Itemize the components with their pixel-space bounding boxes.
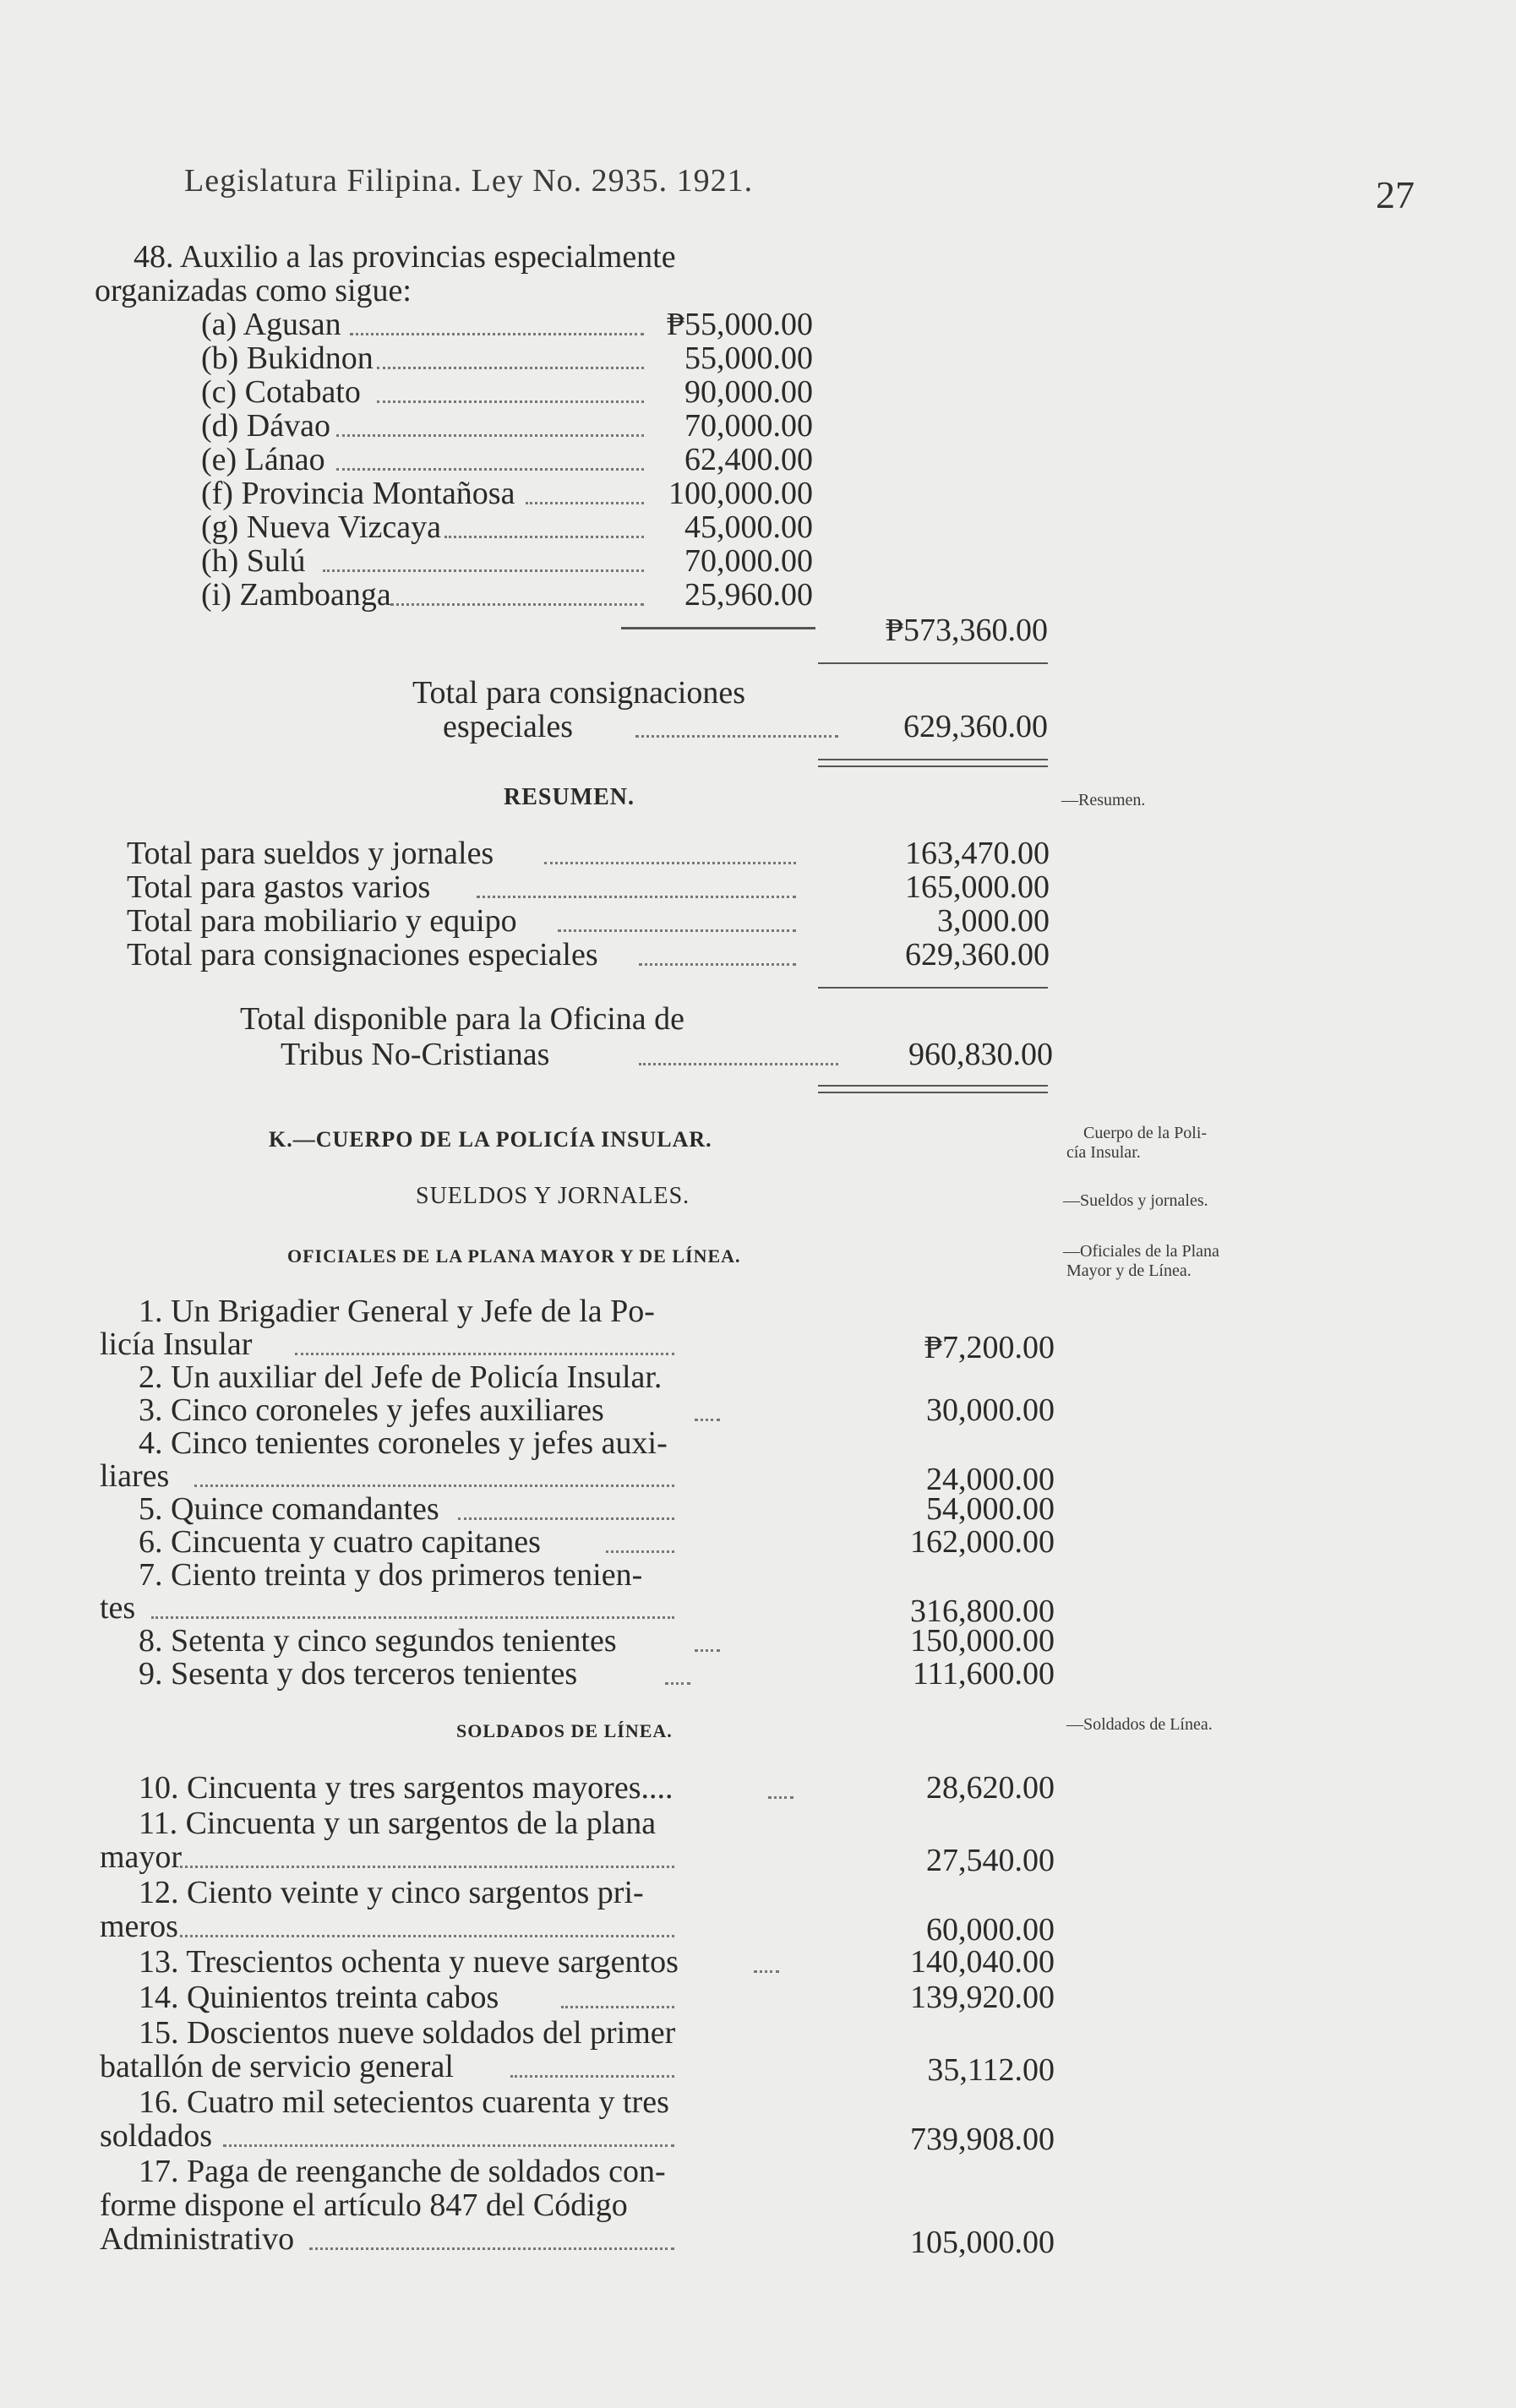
leader-dots [390, 603, 644, 606]
section-k-heading: K.—CUERPO DE LA POLICÍA INSULAR. [269, 1127, 712, 1152]
soldier-item-text: batallón de servicio general [100, 2049, 454, 2084]
leader-dots [606, 1550, 675, 1553]
soldier-item-text: 15. Doscientos nueve soldados del primer [139, 2015, 676, 2051]
resumen-label: Total para mobiliario y equipo [127, 903, 517, 939]
resumen-amount: 629,360.00 [905, 937, 1050, 972]
soldier-item-line [139, 2016, 832, 2050]
leader-dots [180, 1866, 674, 1868]
officer-item-line [139, 1492, 832, 1526]
resumen-amount: 3,000.00 [937, 903, 1050, 939]
officer-item-line [139, 1360, 832, 1394]
officer-item-text: liares [100, 1458, 170, 1494]
soldier-item-text: 17. Paga de reenganche de soldados con- [139, 2154, 666, 2189]
officer-item-amount-value: 30,000.00 [926, 1392, 1055, 1428]
officer-item-text: 2. Un auxiliar del Jefe de Policía Insular. [139, 1359, 663, 1395]
officer-item-amount-value: 24,000.00 [926, 1462, 1055, 1497]
double-rule-top [818, 759, 1048, 760]
province-row [201, 477, 813, 510]
soldier-item-amount [845, 1945, 1055, 1979]
officer-item-line [100, 1591, 832, 1625]
disponible-line2: Tribus No-Cristianas 960,830.00 [281, 1037, 1053, 1072]
officer-item-line [100, 1459, 832, 1493]
officer-item-amount-value: 111,600.00 [912, 1656, 1055, 1692]
leader-dots [151, 1616, 674, 1619]
leader-dots [477, 896, 796, 898]
resumen-label: Total para consignaciones especiales [127, 937, 598, 972]
province-row [201, 341, 813, 375]
disponible-line1: Total disponible para la Oficina de [240, 1001, 684, 1037]
special-total-line1: Total para consignaciones [412, 675, 746, 711]
subtotal-amount: ₱573,360.00 [885, 613, 1048, 648]
double-rule2-bottom [818, 1092, 1048, 1093]
resumen-amount: 165,000.00 [905, 869, 1050, 905]
province-amount: 100,000.00 [668, 476, 813, 511]
soldier-item-text: 13. Trescientos ochenta y nueve sargentos [139, 1944, 679, 1980]
leader-dots [180, 1935, 674, 1937]
officer-item-text: 3. Cinco coroneles y jefes auxiliares [139, 1392, 604, 1428]
soldier-item-line [139, 1806, 832, 1840]
officer-item-line [139, 1624, 832, 1658]
soldier-item-amount-value: 35,112.00 [927, 2052, 1055, 2088]
resumen-row [127, 836, 1050, 870]
soldados-margin-note: —Soldados de Línea. [1066, 1715, 1213, 1734]
province-amount: 70,000.00 [684, 543, 813, 579]
province-amount: 25,960.00 [684, 577, 813, 613]
officer-item-text: 5. Quince comandantes [139, 1491, 439, 1527]
province-amount: 45,000.00 [684, 509, 813, 545]
officer-item-text: tes [100, 1590, 136, 1626]
running-header: Legislatura Filipina. Ley No. 2935. 1921. [184, 163, 754, 199]
subtotal-underline [818, 662, 1048, 664]
province-label: (g) Nueva Vizcaya [201, 509, 441, 545]
province-amount: 90,000.00 [684, 374, 813, 410]
soldier-item-amount-value: 139,920.00 [910, 1980, 1055, 2015]
leader-dots [526, 502, 644, 504]
officer-item-text: licía Insular [100, 1327, 253, 1362]
province-amount: 70,000.00 [684, 408, 813, 444]
soldier-item-line [100, 2050, 832, 2084]
officer-item-line [139, 1294, 832, 1328]
officer-item-text: 6. Cincuenta y cuatro capitanes [139, 1524, 541, 1560]
province-row [201, 443, 813, 477]
soldier-item-line [139, 2085, 832, 2119]
province-row [201, 308, 813, 341]
soldier-item-line [100, 2222, 832, 2256]
soldier-item-amount-value: 140,040.00 [910, 1944, 1055, 1980]
sueldos-margin-note: —Sueldos y jornales. [1063, 1191, 1208, 1210]
soldier-item-amount [845, 1913, 1055, 1947]
resumen-row [127, 938, 1050, 972]
soldier-item-amount-value: 60,000.00 [926, 1912, 1055, 1948]
soldier-item-line [100, 1910, 832, 1943]
province-amount: 62,400.00 [684, 442, 813, 477]
soldier-item-text: 10. Cincuenta y tres sargentos mayores.... [139, 1770, 673, 1806]
subtotal-rule [621, 627, 815, 629]
soldier-item-text: forme dispone el artículo 847 del Código [100, 2187, 628, 2223]
officer-item-amount-value: 316,800.00 [910, 1594, 1055, 1629]
resumen-rule [818, 987, 1048, 989]
leader-dots [558, 929, 796, 932]
province-row [201, 409, 813, 443]
soldier-item-line [139, 2155, 832, 2188]
page-number: 27 [1376, 173, 1415, 216]
leader-dots [295, 1353, 674, 1355]
leader-dots [639, 963, 796, 966]
soldier-item-text: mayor [100, 1839, 183, 1875]
item48-intro-line2: organizadas como sigue: [95, 273, 412, 308]
officer-item-text: 4. Cinco tenientes coroneles y jefes auxi- [139, 1425, 668, 1461]
soldier-item-line [100, 2119, 832, 2153]
officer-item-line [139, 1525, 832, 1559]
leader-dots [309, 2247, 674, 2250]
province-label: (f) Provincia Montañosa [201, 476, 515, 511]
officer-item-amount [845, 1624, 1055, 1658]
leader-dots [458, 1517, 675, 1520]
leader-dots [510, 2075, 674, 2078]
leader-dots [323, 569, 644, 572]
soldier-item-text: Administrativo [100, 2221, 295, 2257]
leader-dots [665, 1682, 690, 1685]
officer-item-amount-value: 162,000.00 [910, 1524, 1055, 1560]
province-row [201, 375, 813, 409]
soldier-item-amount [845, 2225, 1055, 2259]
leader-dots [444, 536, 644, 538]
soldier-item-text: soldados [100, 2118, 212, 2154]
officer-item-text: 8. Setenta y cinco segundos tenientes [139, 1623, 617, 1659]
province-label: (i) Zamboanga [201, 577, 391, 613]
soldier-item-text: 11. Cincuenta y un sargentos de la plana [139, 1806, 657, 1841]
soldier-item-line [139, 1771, 832, 1805]
oficiales-margin-1: —Oficiales de la Plana [1063, 1242, 1219, 1261]
leader-dots [695, 1649, 720, 1652]
soldier-item-amount [845, 1844, 1055, 1877]
soldier-item-amount [845, 2053, 1055, 2087]
soldier-item-amount-value: 739,908.00 [910, 2122, 1055, 2157]
soldier-item-amount [845, 2122, 1055, 2156]
officer-item-amount-value: 150,000.00 [910, 1623, 1055, 1659]
leader-dots [561, 2006, 674, 2008]
soldier-item-text: meros [100, 1909, 178, 1944]
officer-item-text: 1. Un Brigadier General y Jefe de la Po- [139, 1294, 655, 1329]
soldier-item-text: 16. Cuatro mil setecientos cuarenta y tres [139, 2084, 669, 2120]
soldier-item-amount [845, 1771, 1055, 1805]
soldier-item-amount-value: 28,620.00 [926, 1770, 1055, 1806]
leader-dots [336, 468, 644, 471]
double-rule-bottom [818, 765, 1048, 767]
province-amount: 55,000.00 [684, 340, 813, 376]
soldier-item-text: 14. Quinientos treinta cabos [139, 1980, 499, 2015]
officer-item-amount-value: ₱7,200.00 [924, 1330, 1055, 1365]
province-label: (a) Agusan [201, 307, 341, 342]
soldier-item-line [100, 1840, 832, 1874]
section-k-margin-1: Cuerpo de la Poli- [1083, 1124, 1208, 1142]
officer-item-amount [845, 1525, 1055, 1559]
soldier-item-amount-value: 105,000.00 [910, 2225, 1055, 2260]
resumen-heading: RESUMEN. [504, 784, 635, 810]
officer-item-line [139, 1657, 832, 1691]
province-label: (h) Sulú [201, 543, 306, 579]
province-row [201, 544, 813, 578]
leader-dots [194, 1485, 674, 1487]
province-label: (c) Cotabato [201, 374, 361, 410]
province-label: (d) Dávao [201, 408, 330, 444]
resumen-label: Total para sueldos y jornales [127, 836, 494, 871]
province-row [201, 578, 813, 612]
soldier-item-amount-value: 27,540.00 [926, 1843, 1055, 1878]
soldier-item-line [139, 1945, 832, 1979]
officer-item-amount-value: 54,000.00 [926, 1491, 1055, 1527]
officer-item-amount [845, 1492, 1055, 1526]
soldier-item-amount [845, 1980, 1055, 2014]
soldier-item-line [100, 2188, 832, 2222]
leader-dots [695, 1419, 720, 1421]
item48-intro-line1: 48. Auxilio a las provincias especialmente [134, 239, 676, 275]
leader-dots [350, 333, 644, 335]
resumen-row [127, 904, 1050, 938]
soldier-item-line [139, 1980, 832, 2014]
officer-item-line [139, 1426, 832, 1460]
soldier-item-line [139, 1876, 832, 1910]
resumen-margin-note: —Resumen. [1061, 791, 1146, 809]
resumen-row [127, 870, 1050, 904]
leader-dots [768, 1796, 793, 1799]
officer-item-amount [845, 1657, 1055, 1691]
province-label: (b) Bukidnon [201, 340, 374, 376]
section-k-margin-2: cía Insular. [1066, 1143, 1141, 1162]
leader-dots [754, 1970, 779, 1973]
officer-item-amount [845, 1393, 1055, 1427]
resumen-label: Total para gastos varios [127, 869, 431, 905]
officer-item-line [139, 1558, 832, 1592]
resumen-amount: 163,470.00 [905, 836, 1050, 871]
special-total-line2: especiales 629,360.00 [443, 709, 1048, 744]
leader-dots [377, 367, 644, 369]
sueldos-heading: SUELDOS Y JORNALES. [416, 1183, 690, 1209]
province-label: (e) Lánao [201, 442, 325, 477]
soldier-item-text: 12. Ciento veinte y cinco sargentos pri- [139, 1875, 644, 1910]
province-amount: ₱55,000.00 [666, 307, 813, 342]
officer-item-text: 7. Ciento treinta y dos primeros tenien- [139, 1557, 643, 1593]
leader-dots [544, 862, 796, 864]
soldados-heading: SOLDADOS DE LÍNEA. [456, 1720, 673, 1741]
oficiales-heading: OFICIALES DE LA PLANA MAYOR Y DE LÍNEA. [287, 1245, 741, 1267]
officer-item-amount [845, 1331, 1055, 1365]
leader-dots [336, 434, 644, 437]
leader-dots [377, 400, 644, 403]
province-row [201, 510, 813, 544]
officer-item-line [139, 1393, 832, 1427]
double-rule2-top [818, 1085, 1048, 1087]
leader-dots [223, 2144, 674, 2147]
officer-item-text: 9. Sesenta y dos terceros tenientes [139, 1656, 578, 1692]
oficiales-margin-2: Mayor y de Línea. [1066, 1261, 1192, 1280]
officer-item-line [100, 1327, 832, 1361]
